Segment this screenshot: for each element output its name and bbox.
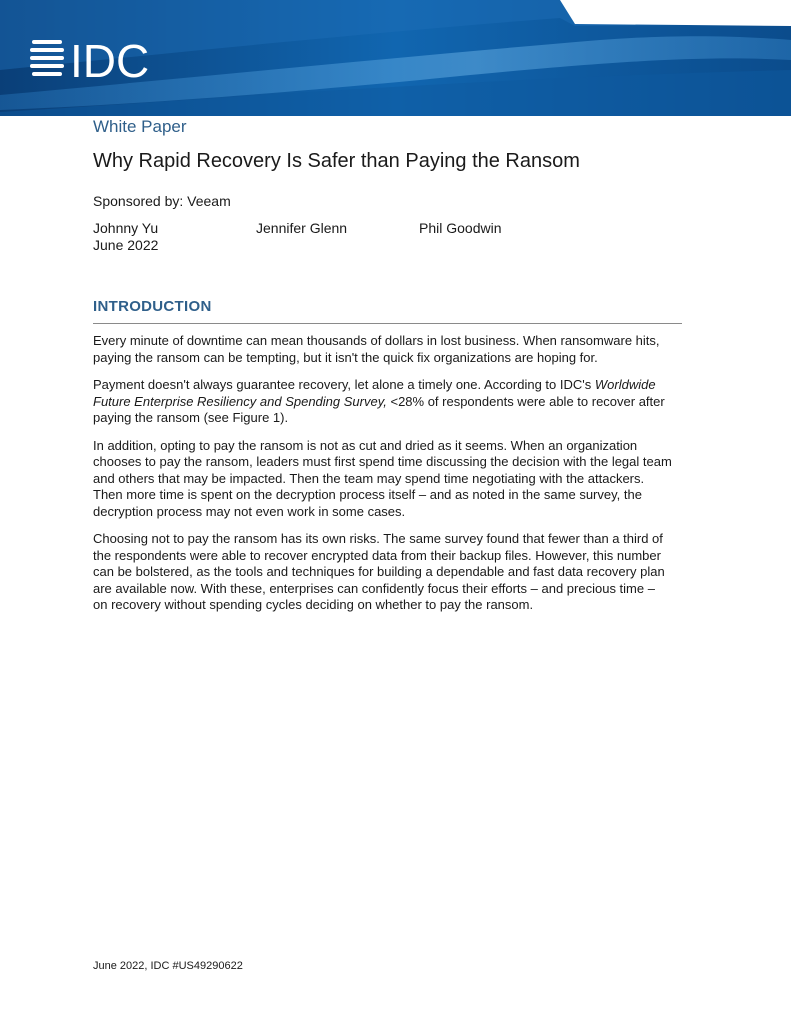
- publication-date: June 2022: [93, 237, 159, 253]
- author-name: Phil Goodwin: [419, 220, 502, 236]
- introduction-body: [93, 333, 673, 625]
- sponsor-line: Sponsored by: Veeam: [93, 193, 231, 209]
- page-footer: June 2022, IDC #US49290622: [93, 960, 243, 972]
- paragraph-text: Payment doesn't always guarantee recovery, let alone a timely one. According to IDC's: [93, 377, 595, 392]
- author-name: Johnny Yu: [93, 220, 159, 236]
- page-title: Why Rapid Recovery Is Safer than Paying the Ransom: [93, 150, 580, 172]
- paragraph: Choosing not to pay the ransom has its own risks. The same survey found that fewer than a third of the respondents were able to recover encrypted data from their backup files. However, this number can be bolstered, as the tools and techniques for building a dependable and fast data recovery plan are available now. With these, enterprises can confidently focus their efforts – and precious time – on recovery without spending cycles deciding on whether to pay the ransom.: [93, 531, 665, 612]
- paragraph: [93, 377, 673, 427]
- section-divider: [93, 323, 682, 324]
- author-name: Jennifer Glenn: [256, 220, 348, 236]
- logo-text: IDC: [70, 35, 150, 82]
- paragraph-text: <28% of respondents were able to recover after paying the ransom (see Figure 1).: [93, 393, 665, 425]
- document-type-label: White Paper: [93, 117, 187, 136]
- survey-title: Worldwide Future Enterprise Resiliency and Spending Survey,: [93, 377, 656, 409]
- section-heading: INTRODUCTION: [93, 298, 212, 315]
- header-banner: [0, 0, 791, 116]
- paragraph: In addition, opting to pay the ransom is not as cut and dried as it seems. When an organization chooses to pay the ransom, leaders must first spend time discussing the decision with the legal team and others that may be impacted. Then the team may spend time negotiating with the attackers. Then more time is spent on the decryption process itself – and as noted in the same survey, the decryption process may not even work in some cases.: [93, 437, 672, 519]
- paragraph: Every minute of downtime can mean thousands of dollars in lost business. When ransomware hits, paying the ransom can be tempting, but it isn't the quick fix organizations are hoping for.: [93, 333, 660, 365]
- idc-logo: [30, 34, 170, 82]
